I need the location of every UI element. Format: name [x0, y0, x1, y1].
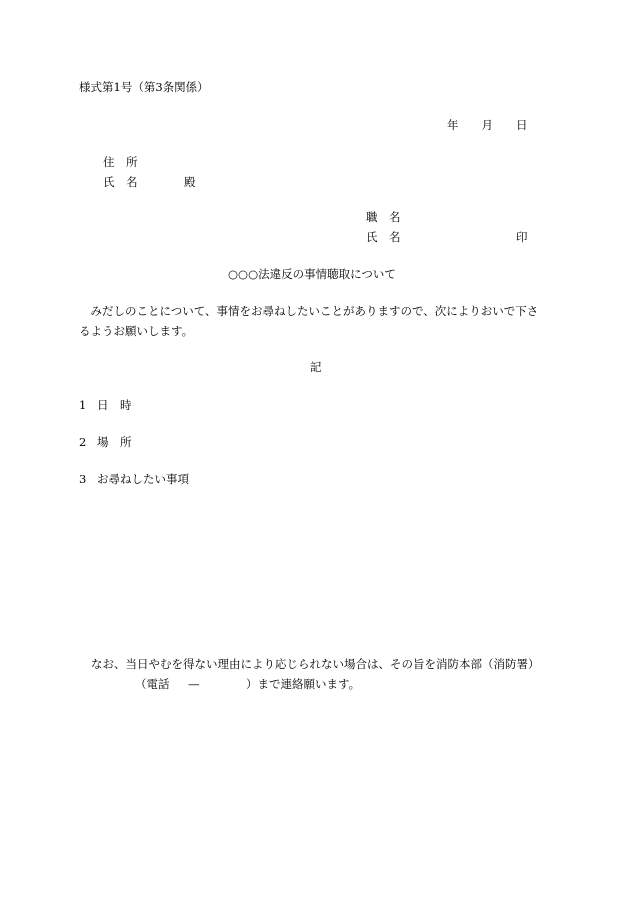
- item-3-label: お尋ねしたい事項: [97, 472, 189, 486]
- note-line-1: なお、当日やむを得ない理由により応じられない場合は、その旨を消防本部（消防署）: [91, 657, 540, 671]
- note-phone-open: （電話: [135, 677, 170, 691]
- sender-name-label: 氏 名: [366, 230, 401, 244]
- seal-mark: 印: [516, 230, 528, 244]
- item-1-label: 日 時: [97, 398, 132, 412]
- item-2-label: 場 所: [97, 435, 132, 449]
- ki-heading: 記: [310, 360, 322, 374]
- note-line-2-close: ）まで連絡願います。: [246, 677, 361, 691]
- note-phone-dash: —: [188, 677, 200, 691]
- body-line-1: みだしのことについて、事情をお尋ねしたいことがありますので、次によりおいで下さ: [79, 304, 539, 318]
- honorific: 殿: [184, 175, 196, 189]
- form-label: 様式第1号（第3条関係）: [79, 80, 209, 94]
- recipient-name-label: 氏 名: [103, 175, 138, 189]
- recipient-address-label: 住 所: [103, 155, 138, 169]
- item-2-number: 2: [79, 435, 87, 449]
- document-subject: ○○○法違反の事情聴取について: [228, 267, 396, 281]
- sender-title-label: 職 名: [366, 210, 401, 224]
- item-1-number: 1: [79, 398, 87, 412]
- date-line: 年 月 日: [447, 118, 528, 132]
- body-line-2: るようお願いします。: [79, 324, 194, 338]
- item-3-number: 3: [79, 472, 87, 486]
